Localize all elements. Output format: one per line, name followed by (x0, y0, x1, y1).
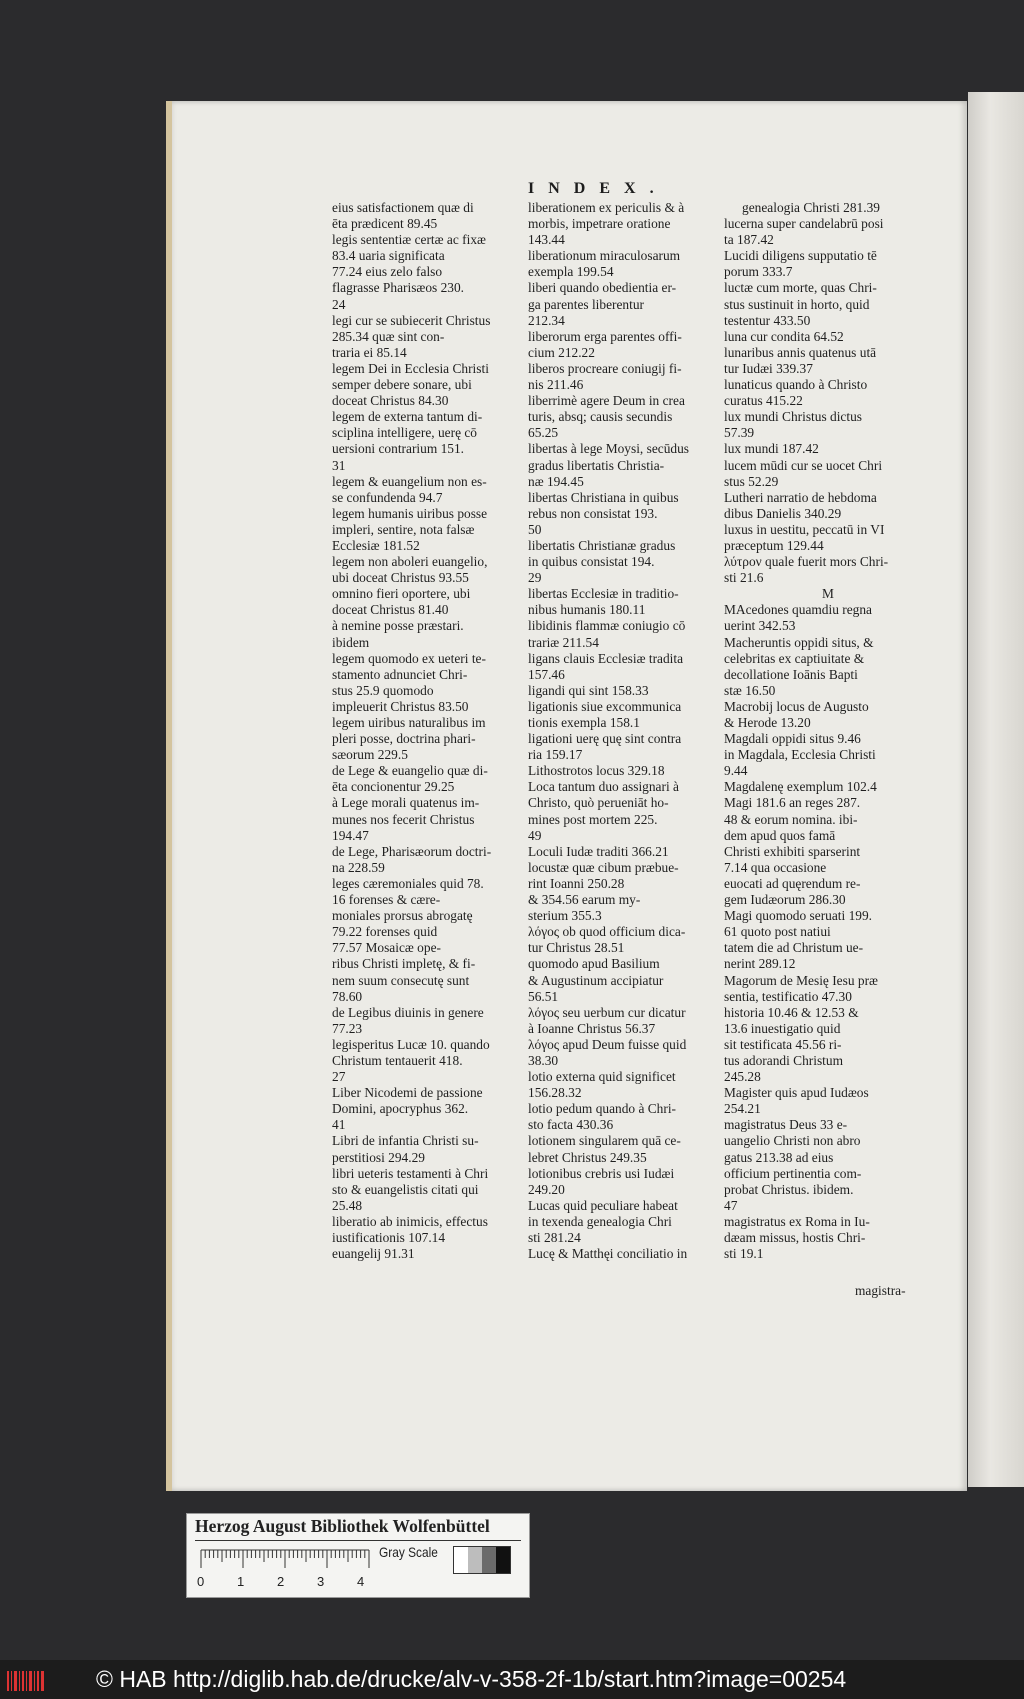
index-entry: Loca tantum duo assignari à Christo, quò perueniāt ho- mines post mortem 225. 49 (528, 779, 679, 843)
index-entry: λύτρον quale fuerit mors Chri- sti 21.6 (724, 554, 889, 586)
index-entry: legem uiribus naturalibus im pleri posse, doctrina phari- sæorum 229.5 (332, 715, 486, 763)
section-letter: M (822, 586, 834, 602)
index-entry: Macrobij locus de Augusto & Herode 13.20 (724, 698, 869, 730)
gray-scale-swatches (453, 1546, 511, 1574)
index-entry: Lutheri narratio de hebdoma dibus Danielis 340.29 (724, 489, 877, 521)
index-entry: MAcedones quamdiu regna uerint 342.53 (724, 602, 872, 634)
ruler-number: 1 (237, 1574, 245, 1589)
index-entry: luctæ cum morte, quas Chri- stus sustinuit in horto, quid testentur 433.50 (724, 280, 877, 328)
ruler-number: 2 (277, 1574, 285, 1589)
index-entry: Magi quomodo seruati 199. 61 quoto post natiui tatem die ad Christum ue- nerint 289.12 (724, 908, 873, 972)
index-entry: libri ueteris testamenti à Chri sto & euangelistis citati qui 25.48 (332, 1165, 489, 1213)
index-entry: magistratus ex Roma in Iu- dæam missus, hostis Chri- sti 19.1 (724, 1213, 870, 1262)
index-entry: de Lege, Pharisæorum doctri- na 228.59 (332, 843, 492, 875)
index-entry: lotio pedum quando à Chri- sto facta 430.36 (528, 1101, 677, 1133)
index-entry: ligationi uerę quę sint contra ria 159.17 (528, 731, 682, 763)
index-entry: legem non aboleri euangelio, ubi doceat Christus 93.55 omnino fieri oportere, ubi doceat Christus 81.40 à nemine posse præstari. ibidem (332, 554, 488, 650)
index-entry: ligandi qui sint 158.33 (528, 682, 649, 698)
index-entry: liberationem ex periculis & à morbis, impetrare oratione 143.44 (528, 200, 685, 248)
ruler-number: 4 (357, 1574, 365, 1589)
index-entry: legem humanis uiribus posse impleri, sentire, nota falsæ Ecclesiæ 181.52 (332, 505, 488, 553)
index-entry: magistratus Deus 33 e- uangelio Christi non abro gatus 213.38 ad eius officium pertinentia com- probat Christus. ibidem. 47 (724, 1117, 862, 1213)
index-entry: locustæ quæ cibum præbue- rint Ioanni 250.28 & 354.56 earum my- sterium 355.3 (528, 859, 679, 924)
index-entry: legem & euangelium non es- se confundenda 94.7 (332, 473, 487, 505)
index-entry: legi cur se subiecerit Christus 285.34 quæ sint con- traria ei 85.14 (332, 312, 491, 360)
index-entry: liberatio ab inimicis, effectus iustificationis 107.14 euangelij 91.31 (332, 1213, 488, 1262)
index-entry: libertas Christiana in quibus rebus non consistat 193. 50 (528, 489, 679, 537)
ruler-number: 0 (197, 1574, 205, 1589)
index-entry: legisperitus Lucæ 10. quando Christum tentauerit 418. 27 (332, 1036, 490, 1085)
index-entry: lucerna super candelabrū posi ta 187.42 (724, 216, 884, 248)
index-column-3 (724, 200, 910, 1262)
index-entry: ligationis siue excommunica tionis exempla 158.1 (528, 698, 682, 730)
index-entry: Magister quis apud Iudæos 254.21 (724, 1085, 869, 1117)
index-entry: legem quomodo ex ueteri te- stamento adnunciet Chri- stus 25.9 quomodo impleuerit Christus 83.50 (332, 650, 486, 714)
index-entry: lucem mūdi cur se uocet Chri stus 52.29 (724, 457, 883, 489)
index-entry: legis sententiæ certæ ac fixæ 83.4 uaria significata 77.24 eius zelo falso flagrasse Pharisæos 230. 24 (332, 232, 486, 312)
index-entry: Magdalenę exemplum 102.4 (724, 779, 877, 795)
index-entry: leges cæremoniales quid 78. 16 forenses & cære- moniales prorsus abrogatę 79.22 forenses quid 77.57 Mosaicæ ope- ribus Christi impletę, & fi- nem suum consecutę sunt 78.60 (332, 875, 484, 1004)
index-entry: lotionibus crebris usi Iudæi 249.20 (528, 1165, 675, 1197)
index-entry: ligans clauis Ecclesiæ tradita 157.46 (528, 650, 684, 682)
index-entry: lunaribus annis quatenus utā tur Iudæi 339.37 (724, 344, 877, 376)
index-entry: luxus in uestitu, peccatū in VI præceptum 129.44 (724, 521, 885, 553)
index-entry: legem Dei in Ecclesia Christi semper debere sonare, ubi doceat Christus 84.30 (332, 360, 489, 409)
barcode-icon (6, 1670, 46, 1692)
index-entry: lux mundi Christus dictus 57.39 (724, 409, 863, 441)
ruler-number: 3 (317, 1574, 325, 1589)
index-entry: libertatis Christianæ gradus in quibus consistat 194. 29 (528, 537, 676, 586)
index-entry: genealogia Christi 281.39 (742, 200, 880, 215)
footer-bar (0, 1660, 1024, 1699)
index-entry: Lithostrotos locus 329.18 (528, 763, 665, 779)
library-color-label (186, 1513, 530, 1598)
index-column-1 (332, 200, 524, 1262)
label-divider (195, 1540, 521, 1541)
index-entry: Libri de infantia Christi su- perstitiosi 294.29 (332, 1133, 479, 1165)
index-entry: Magdali oppidi situs 9.46 (724, 731, 861, 747)
index-entry: libertas Ecclesiæ in traditio- nibus humanis 180.11 (528, 586, 679, 618)
index-entry: à Lege morali quatenus im- munes nos fecerit Christus 194.47 (332, 795, 480, 843)
source-url: © HAB http://diglib.hab.de/drucke/alv-v-358-2f-1b/start.htm?image=00254 (96, 1666, 847, 1692)
index-entry: Lucidi diligens supputatio tē porum 333.7 (724, 248, 877, 280)
index-entry: liberrimè agere Deum in crea turis, absq; causis secundis 65.25 (528, 393, 685, 441)
index-entry: lotionem singularem quā ce- lebret Christus 249.35 (528, 1133, 681, 1165)
library-name: Herzog August Bibliothek Wolfenbüttel (195, 1516, 490, 1536)
index-entry: liberationum miraculosarum exempla 199.54 (528, 248, 681, 280)
index-entry: libidinis flammæ coniugio cō trariæ 211.54 (528, 618, 686, 650)
adjacent-page-edge (968, 92, 1024, 1487)
index-entry: lunaticus quando à Christo curatus 415.22 (724, 377, 868, 409)
index-entry: Liber Nicodemi de passione Domini, apocryphus 362. 41 (332, 1085, 483, 1133)
index-entry: Macheruntis oppidi situs, & celebritas ex captiuitate & decollatione Ioānis Bapti stæ 16.50 (724, 634, 874, 698)
index-entry: Loculi Iudæ traditi 366.21 (528, 843, 669, 859)
index-entry: legem de externa tantum di- sciplina intelligere, uerę cō uersioni contrarium 151. 31 (332, 409, 483, 473)
running-head: INDEX. (528, 180, 668, 197)
index-entry: Magi 181.6 an reges 287. 48 & eorum nomina. ibi- dem apud quos famā Christi exhibiti sparserint 7.14 qua occasione euocati ad quęrendum re- gem Iudæorum 286.30 (724, 795, 861, 908)
index-entry: in Magdala, Ecclesia Christi 9.44 (724, 747, 876, 779)
index-entry: λόγος seu uerbum cur dicatur à Ioanne Christus 56.37 (528, 1004, 686, 1036)
index-entry: Lucę & Matthęi conciliatio in (528, 1246, 688, 1262)
index-entry: Lucas quid peculiare habeat in texenda genealogia Chri sti 281.24 (528, 1197, 678, 1245)
catchword: magistra- (855, 1283, 906, 1298)
index-entry: luna cur condita 64.52 (724, 328, 844, 344)
index-entry: eius satisfactionem quæ di ēta prædicent 89.45 (332, 200, 474, 232)
index-entry: de Lege & euangelio quæ di- ēta concionentur 29.25 (332, 763, 488, 795)
index-entry: λόγος ob quod officium dica- tur Christus 28.51 quomodo apud Basilium & Augustinum accipiatur 56.51 (528, 924, 686, 1004)
index-entry: de Legibus diuinis in genere 77.23 (332, 1004, 484, 1036)
index-entry: liberos procreare coniugij fi- nis 211.46 (528, 360, 682, 393)
index-entry: libertas à lege Moysi, secūdus gradus libertatis Christia- næ 194.45 (528, 441, 690, 489)
index-entry: Magorum de Mesię Iesu præ sentia, testificatio 47.30 historia 10.46 & 12.53 & 13.6 inuestigatio quid sit testificata 45.56 ri- tus adorandi Christum 245.28 (724, 972, 878, 1085)
index-entry: liberi quando obedientia er- ga parentes liberentur 212.34 (528, 280, 677, 328)
index-entry: lotio externa quid significet 156.28.32 (528, 1069, 676, 1101)
index-entry: λόγος apud Deum fuisse quid 38.30 (528, 1036, 687, 1068)
gray-scale-label: Gray Scale (379, 1544, 438, 1560)
page-gutter (166, 101, 172, 1491)
index-entry: liberorum erga parentes offi- cium 212.22 (528, 328, 682, 360)
index-entry: lux mundi 187.42 (724, 441, 819, 457)
index-column-2 (528, 200, 721, 1262)
